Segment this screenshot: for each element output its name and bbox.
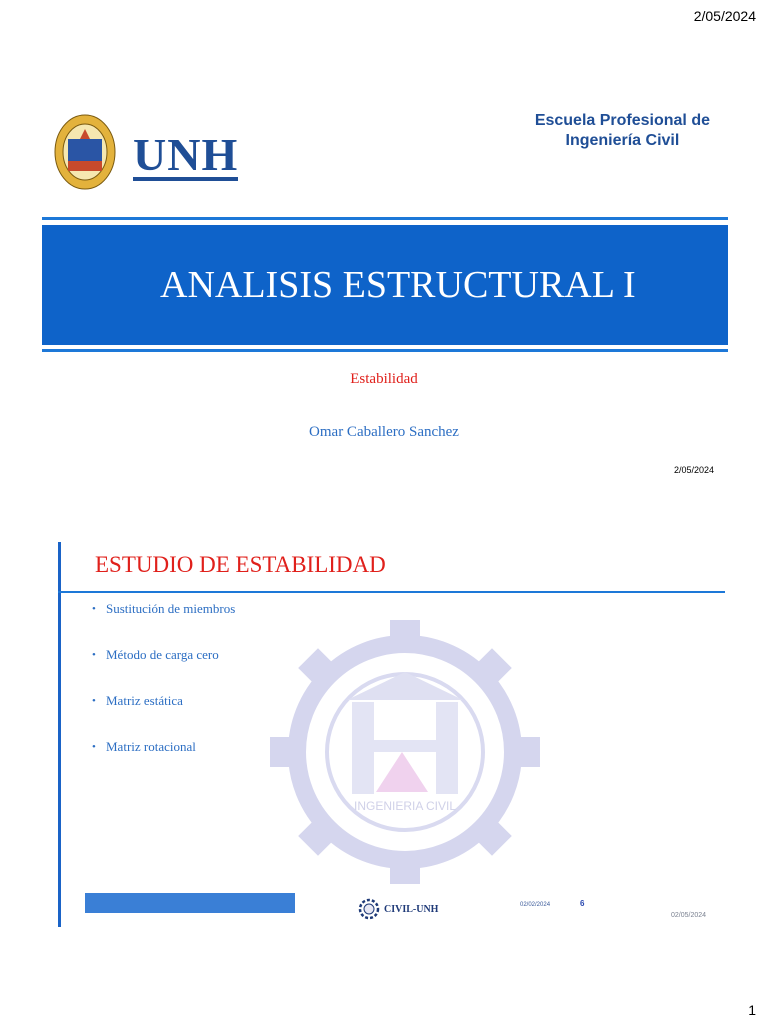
unh-logo: UNH bbox=[133, 129, 239, 180]
title-banner bbox=[42, 225, 728, 345]
slide-title: ESTUDIO DE ESTABILIDAD bbox=[95, 552, 386, 577]
civil-unh-logo bbox=[358, 898, 438, 920]
footer-date-right: 02/05/2024 bbox=[671, 912, 707, 919]
slide-subtitle: Estabilidad bbox=[350, 371, 418, 387]
gear-watermark-icon bbox=[252, 602, 558, 892]
slide-date: 2/05/2024 bbox=[673, 465, 714, 475]
footer-bar bbox=[85, 893, 295, 913]
bullet-item: • Sustitución de miembros bbox=[92, 602, 235, 616]
left-accent-bar bbox=[58, 542, 61, 927]
school-line-2: Ingeniería Civil bbox=[565, 132, 680, 149]
civil-gear-icon bbox=[358, 898, 380, 920]
school-name bbox=[535, 111, 710, 151]
divider-bottom bbox=[42, 349, 728, 352]
watermark-text: INGENIERIA CIVIL bbox=[353, 799, 457, 813]
title-divider bbox=[58, 591, 725, 593]
bullet-list bbox=[92, 602, 235, 786]
bullet-item: • Matriz rotacional bbox=[92, 740, 235, 754]
title-slide bbox=[40, 95, 728, 495]
slide-title: ANALISIS ESTRUCTURAL I bbox=[160, 264, 636, 306]
school-line-1: Escuela Profesional de bbox=[534, 112, 710, 129]
content-slide bbox=[40, 540, 728, 930]
divider-top bbox=[42, 217, 728, 220]
bullet-item: • Matriz estática bbox=[92, 694, 235, 708]
bullet-item: • Método de carga cero bbox=[92, 648, 235, 662]
page-date: 2/05/2024 bbox=[693, 8, 756, 24]
page-number: 1 bbox=[748, 1002, 756, 1018]
university-seal-icon bbox=[54, 113, 116, 191]
footer-date: 02/02/2024 bbox=[520, 902, 551, 908]
civil-unh-text: CIVIL-UNH bbox=[384, 903, 439, 915]
slide-number: 6 bbox=[580, 899, 585, 908]
author-name: Omar Caballero Sanchez bbox=[309, 424, 459, 440]
